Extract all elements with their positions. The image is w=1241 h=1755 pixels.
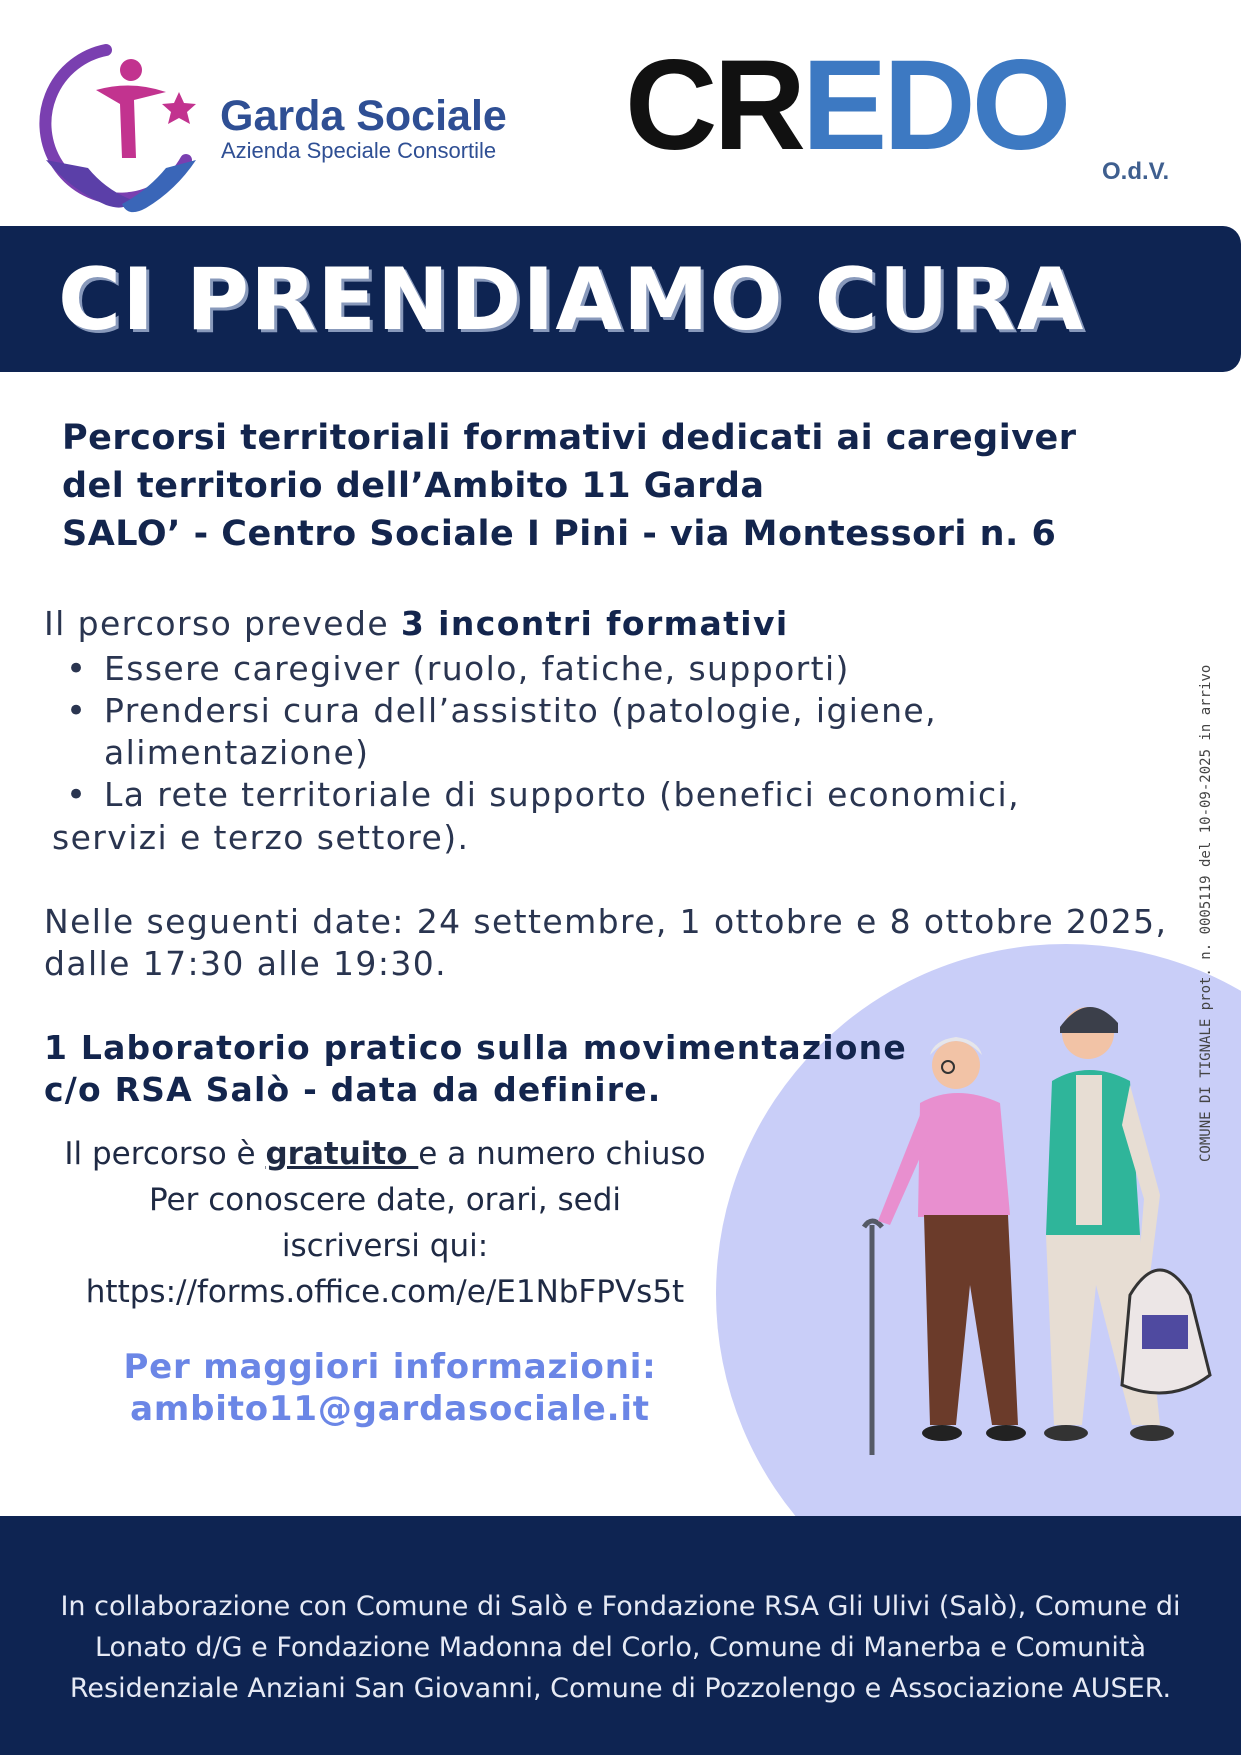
page-title: CI PRENDIAMO CURA [58,250,1085,350]
footer-line: In collaborazione con Comune di Salò e Fondazione RSA Gli Ulivi (Salò), Comune di [60,1591,1181,1622]
protocol-stamp: COMUNE DI TIGNALE prot. n. 0005119 del 10-09-2025 in arrivo [1198,664,1214,1162]
registration-line: Per conoscere date, orari, sedi [148,1182,622,1218]
garda-sociale-logo-icon [36,40,206,230]
subtitle-line: Percorsi territoriali formativi dedicati ai caregiver [62,418,1077,458]
subtitle [62,414,1192,558]
list-item-continuation: servizi e terzo settore). [52,818,470,857]
registration-link[interactable]: https://forms.office.com/e/E1NbFPVs5t [85,1274,685,1310]
list-item: • Prendersi cura dell’assistito (patologie, igiene, [60,690,1020,732]
course-intro [44,604,789,643]
list-item: • Essere caregiver (ruolo, fatiche, supporti) [60,648,1020,690]
course-topics-list [60,648,1020,816]
footer-line: Residenziale Anziani San Giovanni, Comune di Pozzolengo e Associazione AUSER. [69,1673,1172,1704]
credo-odv: O.d.V. [1102,158,1170,185]
contact-email-link[interactable]: ambito11@gardasociale.it [130,1389,650,1429]
garda-sociale-subtitle: Azienda Speciale Consortile [221,138,497,163]
registration-suffix: e a numero chiuso [418,1136,706,1172]
list-item-continuation: alimentazione) [104,733,370,772]
course-intro-count: 3 incontri formativi [400,604,789,643]
footer-line: Lonato d/G e Fondazione Madonna del Corlo, Comune di Manerba e Comunità [94,1632,1147,1663]
footer-partners [20,1586,1221,1709]
registration-prefix: Il percorso è [64,1136,266,1172]
registration-line: iscriversi qui: [281,1228,489,1264]
subtitle-line: del territorio dell’Ambito 11 Garda [62,466,765,506]
lab-line: c/o RSA Salò - data da definire. [44,1070,662,1109]
lab-info [44,1027,907,1111]
credo-logo [625,34,1068,177]
course-intro-prefix: Il percorso prevede [44,604,401,643]
registration-line [40,1131,730,1177]
subtitle-line: SALO’ - Centro Sociale I Pini - via Montessori n. 6 [62,514,1057,554]
registration-info [40,1131,730,1315]
dates-line: Nelle seguenti date: 24 settembre, 1 ottobre e 8 ottobre 2025, [44,902,1168,941]
times-line: dalle 17:30 alle 19:30. [44,944,448,983]
contact-info [90,1346,690,1430]
lab-line: 1 Laboratorio pratico sulla movimentazione [44,1028,907,1067]
caregiver-elderly-illustration [860,985,1240,1465]
list-item: • La rete territoriale di supporto (benefici economici, [60,774,1020,816]
free-label: gratuito [265,1136,419,1172]
garda-sociale-name: Garda Sociale [220,92,507,140]
credo-logo-part-1: CR [625,34,802,177]
contact-heading: Per maggiori informazioni: [123,1347,657,1387]
credo-logo-part-2: EDO [801,34,1068,177]
